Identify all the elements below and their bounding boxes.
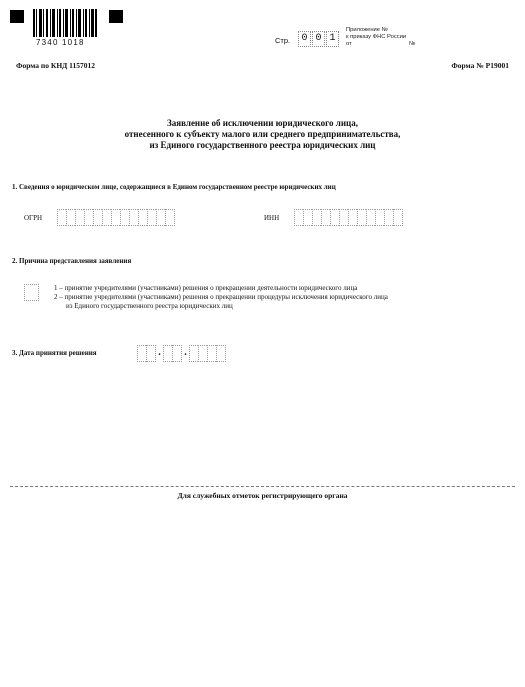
date-month-cells[interactable] <box>163 345 182 362</box>
decision-date-input[interactable] <box>137 345 226 362</box>
reason-option-1: 1 – принятие учредителями (участниками) решения о прекращении деятельности юридического лица <box>54 284 358 292</box>
inn-input[interactable] <box>294 209 403 226</box>
reason-option-2-continued: из Единого государственного реестра юридических лиц <box>66 302 233 310</box>
annex-line: от <box>346 41 352 47</box>
official-use-heading: Для служебных отметок регистрирующего органа <box>177 491 348 500</box>
corner-marker-right <box>109 10 123 23</box>
form-number: Форма № Р19001 <box>451 61 509 70</box>
ogrn-input[interactable] <box>57 209 175 226</box>
title-line: отнесенного к субъекту малого или среднего предпринимательства, <box>124 129 401 139</box>
corner-marker-left <box>10 10 24 23</box>
reason-option-2: 2 – принятие учредителями (участниками) решения о прекращении процедуры исключения юридического лица <box>54 293 388 301</box>
page-digit: 0 <box>298 31 311 47</box>
annex-no: № <box>409 41 416 47</box>
date-separator: . <box>184 347 187 358</box>
barcode-number: 7340 1018 <box>36 38 85 47</box>
date-year-cells[interactable] <box>189 345 226 362</box>
inn-label: ИНН <box>264 214 280 222</box>
ogrn-label: ОГРН <box>24 214 43 222</box>
page-label: Стр. <box>275 36 291 45</box>
title-line: Заявление об исключении юридического лица, <box>167 118 358 128</box>
annex-line: к приказу ФНС России <box>346 34 407 40</box>
page-digit: 1 <box>326 31 339 47</box>
section1-heading: 1. Сведения о юридическом лице, содержащиеся в Едином государственном реестре юридических лиц <box>12 183 336 191</box>
section3-heading: 3. Дата принятия решения <box>12 349 97 357</box>
barcode <box>33 9 97 37</box>
form-kind: Форма по КНД 1157012 <box>16 61 96 70</box>
dashed-divider <box>10 486 515 487</box>
page-digit: 0 <box>312 31 325 47</box>
title-line: из Единого государственного реестра юридических лиц <box>149 140 376 150</box>
section2-heading: 2. Причина представления заявления <box>12 257 132 265</box>
page-number-cells <box>298 31 340 47</box>
annex-note <box>346 27 416 48</box>
date-day-cells[interactable] <box>137 345 156 362</box>
date-separator: . <box>158 347 161 358</box>
reason-code-input[interactable] <box>24 284 39 301</box>
document-title <box>0 118 525 151</box>
annex-line: Приложение № <box>346 27 388 33</box>
